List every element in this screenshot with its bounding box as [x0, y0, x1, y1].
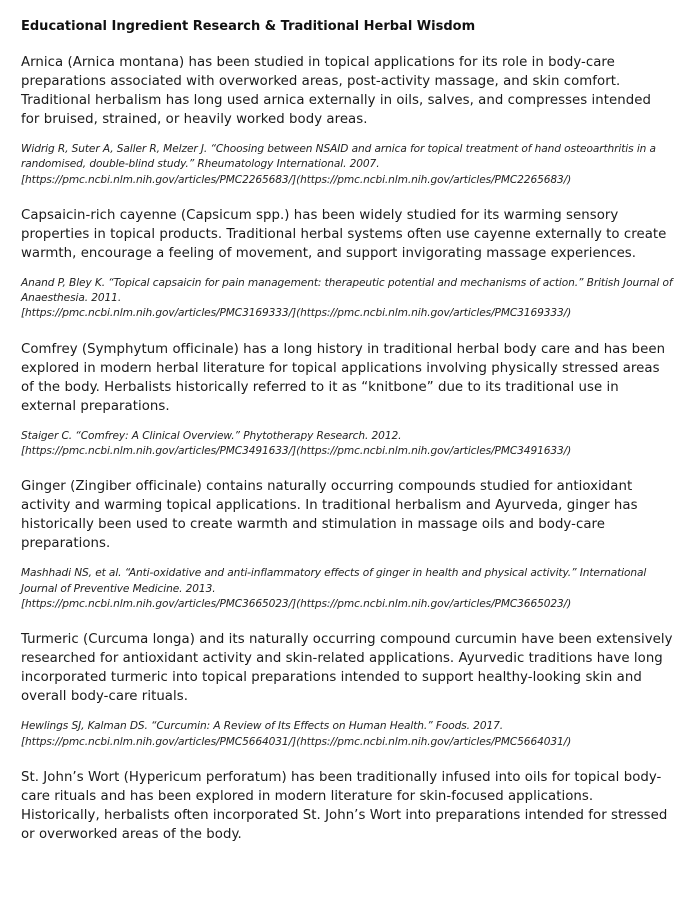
citation-link[interactable]: [https://pmc.ncbi.nlm.nih.gov/articles/PMC5664031/](https://pmc.ncbi.nlm.nih.gov/articles/PMC5664031/): [21, 735, 572, 748]
citation-text: Mashhadi NS, et al. “Anti-oxidative and anti-inflammatory effects of ginger in health and physical activity.” International Journal of Preventive Medicine. 2013.: [21, 567, 647, 595]
paragraph-cayenne: Capsaicin-rich cayenne (Capsicum spp.) has been widely studied for its warming sensory properties in topical products. Traditional herbal systems often use cayenne externally to create warmth, encourage a feeling of movement, and support invigorating massage experiences.: [21, 207, 667, 261]
paragraph-turmeric: Turmeric (Curcuma longa) and its naturally occurring compound curcumin have been extensively researched for antioxidant activity and skin-related applications. Ayurvedic traditions have long incorporated turmeric into topical preparations intended to support healthy-looking skin and overall body-care rituals.: [21, 632, 673, 705]
citation-arnica: [21, 142, 673, 188]
citation-turmeric: [21, 719, 673, 750]
citation-text: Widrig R, Suter A, Saller R, Melzer J. “Choosing between NSAID and arnica for topical treatment of hand osteoarthritis in a randomised, double-blind study.” Rheumatology International. 2007.: [21, 143, 656, 171]
citation-link[interactable]: [https://pmc.ncbi.nlm.nih.gov/articles/PMC2265683/](https://pmc.ncbi.nlm.nih.gov/articles/PMC2265683/): [21, 173, 572, 186]
page-title: Educational Ingredient Research & Traditional Herbal Wisdom: [21, 19, 476, 34]
section-cayenne: [21, 206, 673, 322]
paragraph-ginger: Ginger (Zingiber officinale) contains naturally occurring compounds studied for antioxidant activity and warming topical applications. In traditional herbalism and Ayurveda, ginger has historically been used to create warmth and stimulation in massage oils and body-care preparations.: [21, 479, 638, 552]
section-arnica: [21, 53, 673, 188]
section-turmeric: [21, 630, 673, 750]
paragraph-comfrey: Comfrey (Symphytum officinale) has a long history in traditional herbal body care and has been explored in modern herbal literature for topical applications involving physically stressed areas of the body. Herbalists historically referred to it as “knitbone” due to its traditional use in external preparations.: [21, 341, 666, 414]
citation-text: Anand P, Bley K. “Topical capsaicin for pain management: therapeutic potential and mechanisms of action.” British Journal of Anaesthesia. 2011.: [21, 276, 673, 305]
citation-ginger: [21, 566, 673, 612]
citation-text: Hewlings SJ, Kalman DS. “Curcumin: A Review of Its Effects on Human Health.” Foods. 2017.: [21, 720, 504, 733]
citation-link[interactable]: [https://pmc.ncbi.nlm.nih.gov/articles/PMC3169333/](https://pmc.ncbi.nlm.nih.gov/articles/PMC3169333/): [21, 307, 572, 320]
citation-link[interactable]: [https://pmc.ncbi.nlm.nih.gov/articles/PMC3665023/](https://pmc.ncbi.nlm.nih.gov/articles/PMC3665023/): [21, 597, 572, 610]
section-st-johns-wort: [21, 768, 673, 844]
section-ginger: [21, 477, 673, 612]
section-comfrey: [21, 340, 673, 460]
citation-comfrey: [21, 429, 673, 460]
citation-link[interactable]: [https://pmc.ncbi.nlm.nih.gov/articles/PMC3491633/](https://pmc.ncbi.nlm.nih.gov/articles/PMC3491633/): [21, 445, 572, 458]
citation-cayenne: [21, 276, 673, 322]
citation-text: Staiger C. “Comfrey: A Clinical Overview.” Phytotherapy Research. 2012.: [21, 429, 402, 442]
paragraph-st-johns-wort: St. John’s Wort (Hypericum perforatum) has been traditionally infused into oils for topical body-care rituals and has been explored in modern literature for skin-focused applications. Historically, herbalists often incorporated St. John’s Wort into preparations intended for stressed or overworked areas of the body.: [21, 769, 668, 842]
paragraph-arnica: Arnica (Arnica montana) has been studied in topical applications for its role in body-care preparations associated with overworked areas, post-activity massage, and skin comfort. Traditional herbalism has long used arnica externally in oils, salves, and compresses intended for bruised, strained, or heavily worked body areas.: [21, 55, 651, 127]
